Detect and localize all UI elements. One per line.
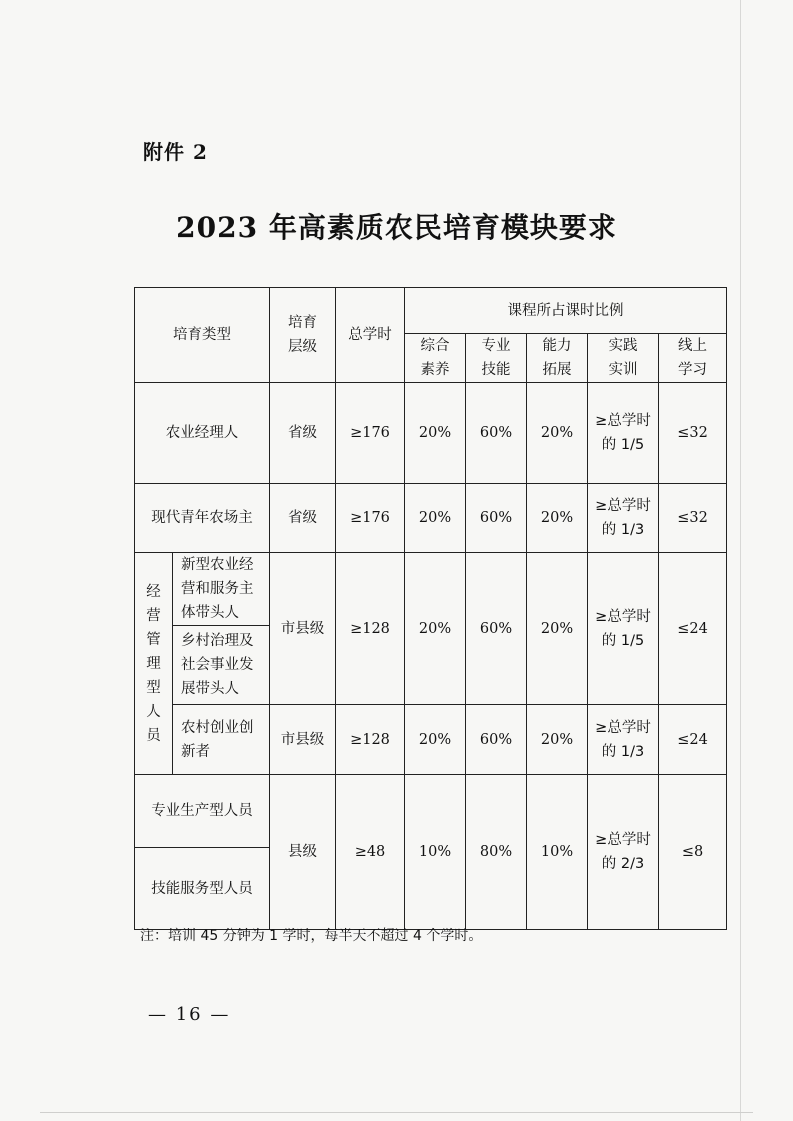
row3-level: 市县级	[270, 553, 336, 705]
row5-practice	[588, 775, 659, 930]
header-level-text: 培育层级	[288, 315, 317, 355]
header-ratio-group: 课程所占课时比例	[405, 288, 727, 334]
row2-type: 现代青年农场主	[135, 484, 270, 553]
row3-online: ≤24	[659, 553, 727, 705]
row2-practice-text: ≥总学时的 1/3	[595, 498, 651, 538]
table-row	[135, 484, 727, 553]
header-row-1	[135, 288, 727, 334]
row1-c3: 20%	[527, 383, 588, 484]
row4-level: 市县级	[270, 705, 336, 775]
row5-type-2: 技能服务型人员	[135, 848, 270, 930]
page-edge-line	[740, 0, 741, 1121]
row5-type-1: 专业生产型人员	[135, 775, 270, 848]
header-col-4	[588, 334, 659, 383]
header-hours: 总学时	[336, 288, 405, 383]
training-module-table	[134, 287, 727, 930]
row3-c2: 60%	[466, 553, 527, 705]
row1-c2: 60%	[466, 383, 527, 484]
table-row	[135, 705, 727, 775]
row2-c2: 60%	[466, 484, 527, 553]
row1-practice	[588, 383, 659, 484]
row4-online: ≤24	[659, 705, 727, 775]
header-col-2-text: 专业技能	[481, 338, 511, 378]
row1-practice-text: ≥总学时的 1/5	[595, 413, 651, 453]
header-col-4-text: 实践实训	[608, 338, 638, 378]
table-row	[135, 553, 727, 626]
group-label: 经营管理型人员	[146, 583, 161, 744]
page-number: — 16 —	[148, 1004, 231, 1025]
row1-online: ≤32	[659, 383, 727, 484]
row4-c1: 20%	[405, 705, 466, 775]
row4-c2: 60%	[466, 705, 527, 775]
row1-c1: 20%	[405, 383, 466, 484]
row5-online: ≤8	[659, 775, 727, 930]
page-bottom-line	[40, 1112, 753, 1113]
row1-hours: ≥176	[336, 383, 405, 484]
header-type: 培育类型	[135, 288, 270, 383]
row2-c1: 20%	[405, 484, 466, 553]
table-row	[135, 383, 727, 484]
row5-level: 县级	[270, 775, 336, 930]
header-col-3	[527, 334, 588, 383]
header-col-3-text: 能力拓展	[542, 338, 572, 378]
header-col-1	[405, 334, 466, 383]
subtype-1: 新型农业经营和服务主体带头人	[173, 553, 270, 626]
row4-practice	[588, 705, 659, 775]
subtype-3: 农村创业创新者	[173, 705, 270, 775]
table-note: 注：培训 45 分钟为 1 学时，每半天不超过 4 个学时。	[140, 928, 483, 944]
row4-practice-text: ≥总学时的 1/3	[595, 719, 651, 760]
row3-hours: ≥128	[336, 553, 405, 705]
header-level	[270, 288, 336, 383]
row4-hours: ≥128	[336, 705, 405, 775]
row5-practice-text: ≥总学时的 2/3	[595, 832, 651, 872]
row5-c1: 10%	[405, 775, 466, 930]
attachment-label: 附件 2	[143, 140, 208, 164]
row5-c3: 10%	[527, 775, 588, 930]
header-col-5	[659, 334, 727, 383]
header-col-5-text: 线上学习	[678, 338, 708, 378]
row4-c3: 20%	[527, 705, 588, 775]
row5-hours: ≥48	[336, 775, 405, 930]
row5-c2: 80%	[466, 775, 527, 930]
subtype-2: 乡村治理及社会事业发展带头人	[173, 626, 270, 705]
row3-c1: 20%	[405, 553, 466, 705]
header-col-1-text: 综合素养	[420, 338, 450, 378]
row3-practice-text: ≥总学时的 1/5	[595, 608, 651, 649]
table-row	[135, 775, 727, 848]
row1-type: 农业经理人	[135, 383, 270, 484]
row2-hours: ≥176	[336, 484, 405, 553]
row2-level: 省级	[270, 484, 336, 553]
row2-c3: 20%	[527, 484, 588, 553]
row2-online: ≤32	[659, 484, 727, 553]
row2-practice	[588, 484, 659, 553]
header-col-2	[466, 334, 527, 383]
group-cell	[135, 553, 173, 775]
row3-c3: 20%	[527, 553, 588, 705]
row3-practice	[588, 553, 659, 705]
row1-level: 省级	[270, 383, 336, 484]
document-title: 2023 年高素质农民培育模块要求	[176, 211, 617, 244]
